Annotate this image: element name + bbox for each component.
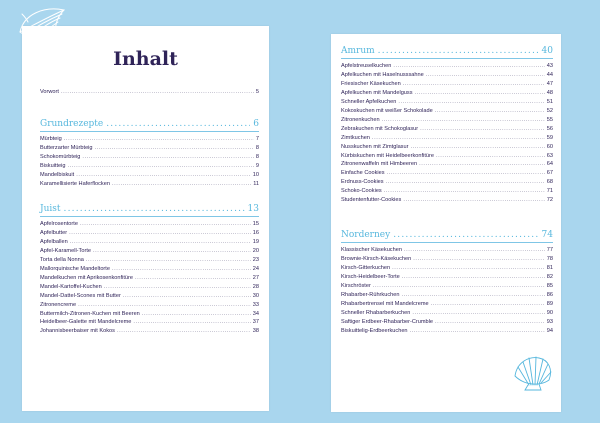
toc-intro [40, 88, 259, 106]
scallop-shell-icon [511, 352, 555, 392]
toc-entry: Apfelballen ..... 19 [40, 238, 259, 247]
toc-entry: Schneller Rhabarberkuchen ..... 90 [341, 309, 553, 318]
toc-entry: Kirsch-Heidelbeer-Torte ..... 82 [341, 273, 553, 282]
toc-page-left [22, 26, 269, 411]
toc-entry: Biskuittelig-Erdbeerkuchen ..... 94 [341, 327, 553, 336]
toc-entry: Butterzarter Mürbteig ..... 8 [40, 144, 259, 153]
section-heading: Grundrezepte ..... 6 [40, 118, 259, 130]
toc-entry: Apfelstreuselkuchen ..... 43 [341, 62, 553, 71]
toc-entry: Apfelbutter ..... 16 [40, 229, 259, 238]
section-amrum [341, 45, 553, 205]
toc-entry: Zitronencreme ..... 33 [40, 301, 259, 310]
toc-entry: Apfelkuchen mit Haselnusssahne ..... 44 [341, 71, 553, 80]
toc-entry: Heidelbeer-Galette mit Mandelcreme ..... 37 [40, 318, 259, 327]
toc-entry: Kirschröster ..... 85 [341, 282, 553, 291]
toc-entry: Torta della Nonna ..... 23 [40, 256, 259, 265]
toc-entry: Johannisbeerbaiser mit Kokos ..... 38 [40, 327, 259, 336]
toc-entry: Mandel-Dattel-Scones mit Butter ..... 30 [40, 292, 259, 301]
section-divider [341, 242, 553, 243]
toc-entry: Erdnuss-Cookies ..... 68 [341, 178, 553, 187]
toc-entry: Zimtkuchen ..... 59 [341, 134, 553, 143]
toc-entry: Schoko-Cookies ..... 71 [341, 187, 553, 196]
toc-entry: Mallorquinische Mandeltorte ..... 24 [40, 265, 259, 274]
section-grundrezepte [40, 118, 259, 189]
toc-entry: Apfel-Karamell-Torte ..... 20 [40, 247, 259, 256]
toc-entry: Kürbiskuchen mit Heidelbeerkonfitüre ..... 63 [341, 152, 553, 161]
section-norderney [341, 229, 553, 336]
section-heading: Norderney ..... 74 [341, 229, 553, 241]
toc-entry: Karamellisierte Haferflocken ..... 11 [40, 180, 259, 189]
toc-page-right [331, 34, 561, 412]
toc-entry: Apfelrosentorte ..... 15 [40, 220, 259, 229]
toc-entry: Buttermilch-Zitronen-Kuchen mit Beeren ..... 34 [40, 310, 259, 319]
toc-entry: Friesischer Käsekuchen ..... 47 [341, 80, 553, 89]
toc-entry: Zebrakuchen mit Schokoglasur ..... 56 [341, 125, 553, 134]
toc-entry: Brownie-Kirsch-Käsekuchen ..... 78 [341, 255, 553, 264]
section-divider [40, 131, 259, 132]
toc-entry: Kokoskuchen mit weißer Schokolade ..... 52 [341, 107, 553, 116]
toc-entry: Mandelbiskuit ..... 10 [40, 171, 259, 180]
toc-entry: Zitronenwaffeln mit Himbeeren ..... 64 [341, 160, 553, 169]
toc-entry: Mandel-Kartoffel-Kuchen ..... 28 [40, 283, 259, 292]
toc-entry: Studentenfutter-Cookies ..... 72 [341, 196, 553, 205]
section-divider [40, 216, 259, 217]
section-heading: Amrum ..... 40 [341, 45, 553, 57]
section-divider [341, 58, 553, 59]
toc-entry: Kirsch-Gitterkuchen ..... 81 [341, 264, 553, 273]
toc-entry: Mürbteig ..... 7 [40, 135, 259, 144]
toc-entry: Rhabarbertrensel mit Mandelcreme ..... 89 [341, 300, 553, 309]
toc-entry: Biskuitteig ..... 9 [40, 162, 259, 171]
toc-entry: Vorwort ..... 5 [40, 88, 259, 97]
toc-entry: Mandelkuchen mit Aprikosenkonfitüre ..... 27 [40, 274, 259, 283]
toc-entry: Apfelkuchen mit Mandelguss ..... 48 [341, 89, 553, 98]
section-juist [40, 203, 259, 336]
toc-entry: Einfache Cookies ..... 67 [341, 169, 553, 178]
toc-title: Inhalt [113, 48, 178, 70]
section-heading: Juist ..... 13 [40, 203, 259, 215]
toc-entry: Schneller Apfelkuchen ..... 51 [341, 98, 553, 107]
toc-entry: Klassischer Käsekuchen ..... 77 [341, 246, 553, 255]
toc-entry: Schokomürbteig ..... 8 [40, 153, 259, 162]
toc-entry: Zitronenkuchen ..... 55 [341, 116, 553, 125]
toc-entry: Rhabarber-Rührkuchen ..... 86 [341, 291, 553, 300]
toc-entry: Saftiger Erdbeer-Rhabarber-Crumble ..... 93 [341, 318, 553, 327]
toc-entry: Nusskuchen mit Zimtglasur ..... 60 [341, 143, 553, 152]
